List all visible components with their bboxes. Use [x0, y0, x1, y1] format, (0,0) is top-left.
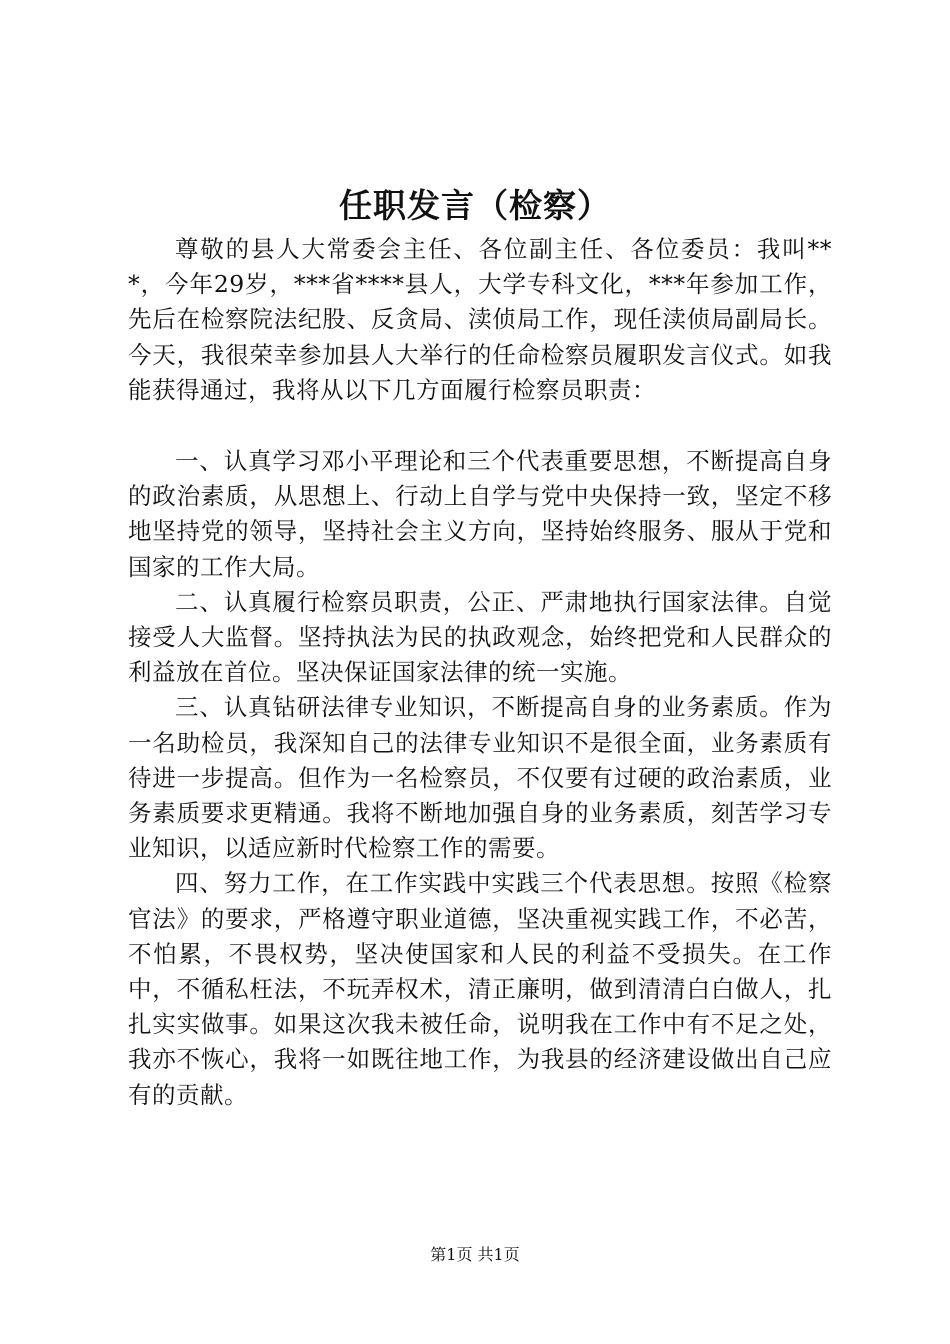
paragraph-point-2: 二、认真履行检察员职责，公正、严肃地执行国家法律。自觉接受人大监督。坚持执法为民的执政观念，始终把党和人民群众的利益放在首位。坚决保证国家法律的统一实施。 — [128, 587, 832, 687]
document-title: 任职发言（检察） — [339, 186, 611, 225]
paragraph-intro: 尊敬的县人大常委会主任、各位副主任、各位委员：我叫***，今年29岁，***省****县人，大学专科文化，***年参加工作，先后在检察院法纪股、反贪局、渎侦局工作，现任渎侦局副局长。今天，我很荣幸参加县人大举行的任命检察员履职发言仪式。如我能获得通过，我将从以下几方面履行检察员职责： — [128, 235, 832, 404]
page-footer: 第1页 共1页 — [430, 1245, 520, 1264]
paragraph-point-1: 一、认真学习邓小平理论和三个代表重要思想，不断提高自身的政治素质，从思想上、行动上自学与党中央保持一致，坚定不移地坚持党的领导，坚持社会主义方向，坚持始终服务、服从于党和国家的工作大局。 — [128, 447, 832, 581]
paragraph-point-3: 三、认真钻研法律专业知识，不断提高自身的业务素质。作为一名助检员，我深知自己的法律专业知识不是很全面，业务素质有待进一步提高。但作为一名检察员，不仅要有过硬的政治素质，业务素质要求更精通。我将不断地加强自身的业务素质，刻苦学习专业知识，以适应新时代检察工作的需要。 — [128, 693, 832, 863]
document-body — [128, 232, 832, 1113]
paragraph-point-4: 四、努力工作，在工作实践中实践三个代表思想。按照《检察官法》的要求，严格遵守职业道德，坚决重视实践工作，不必苦，不怕累，不畏权势，坚决使国家和人民的利益不受损失。在工作中，不循私枉法，不玩弄权术，清正廉明，做到清清白白做人，扎扎实实做事。如果这次我未被任命，说明我在工作中有不足之处，我亦不恢心，我将一如既往地工作，为我县的经济建设做出自己应有的贡献。 — [128, 869, 832, 1109]
